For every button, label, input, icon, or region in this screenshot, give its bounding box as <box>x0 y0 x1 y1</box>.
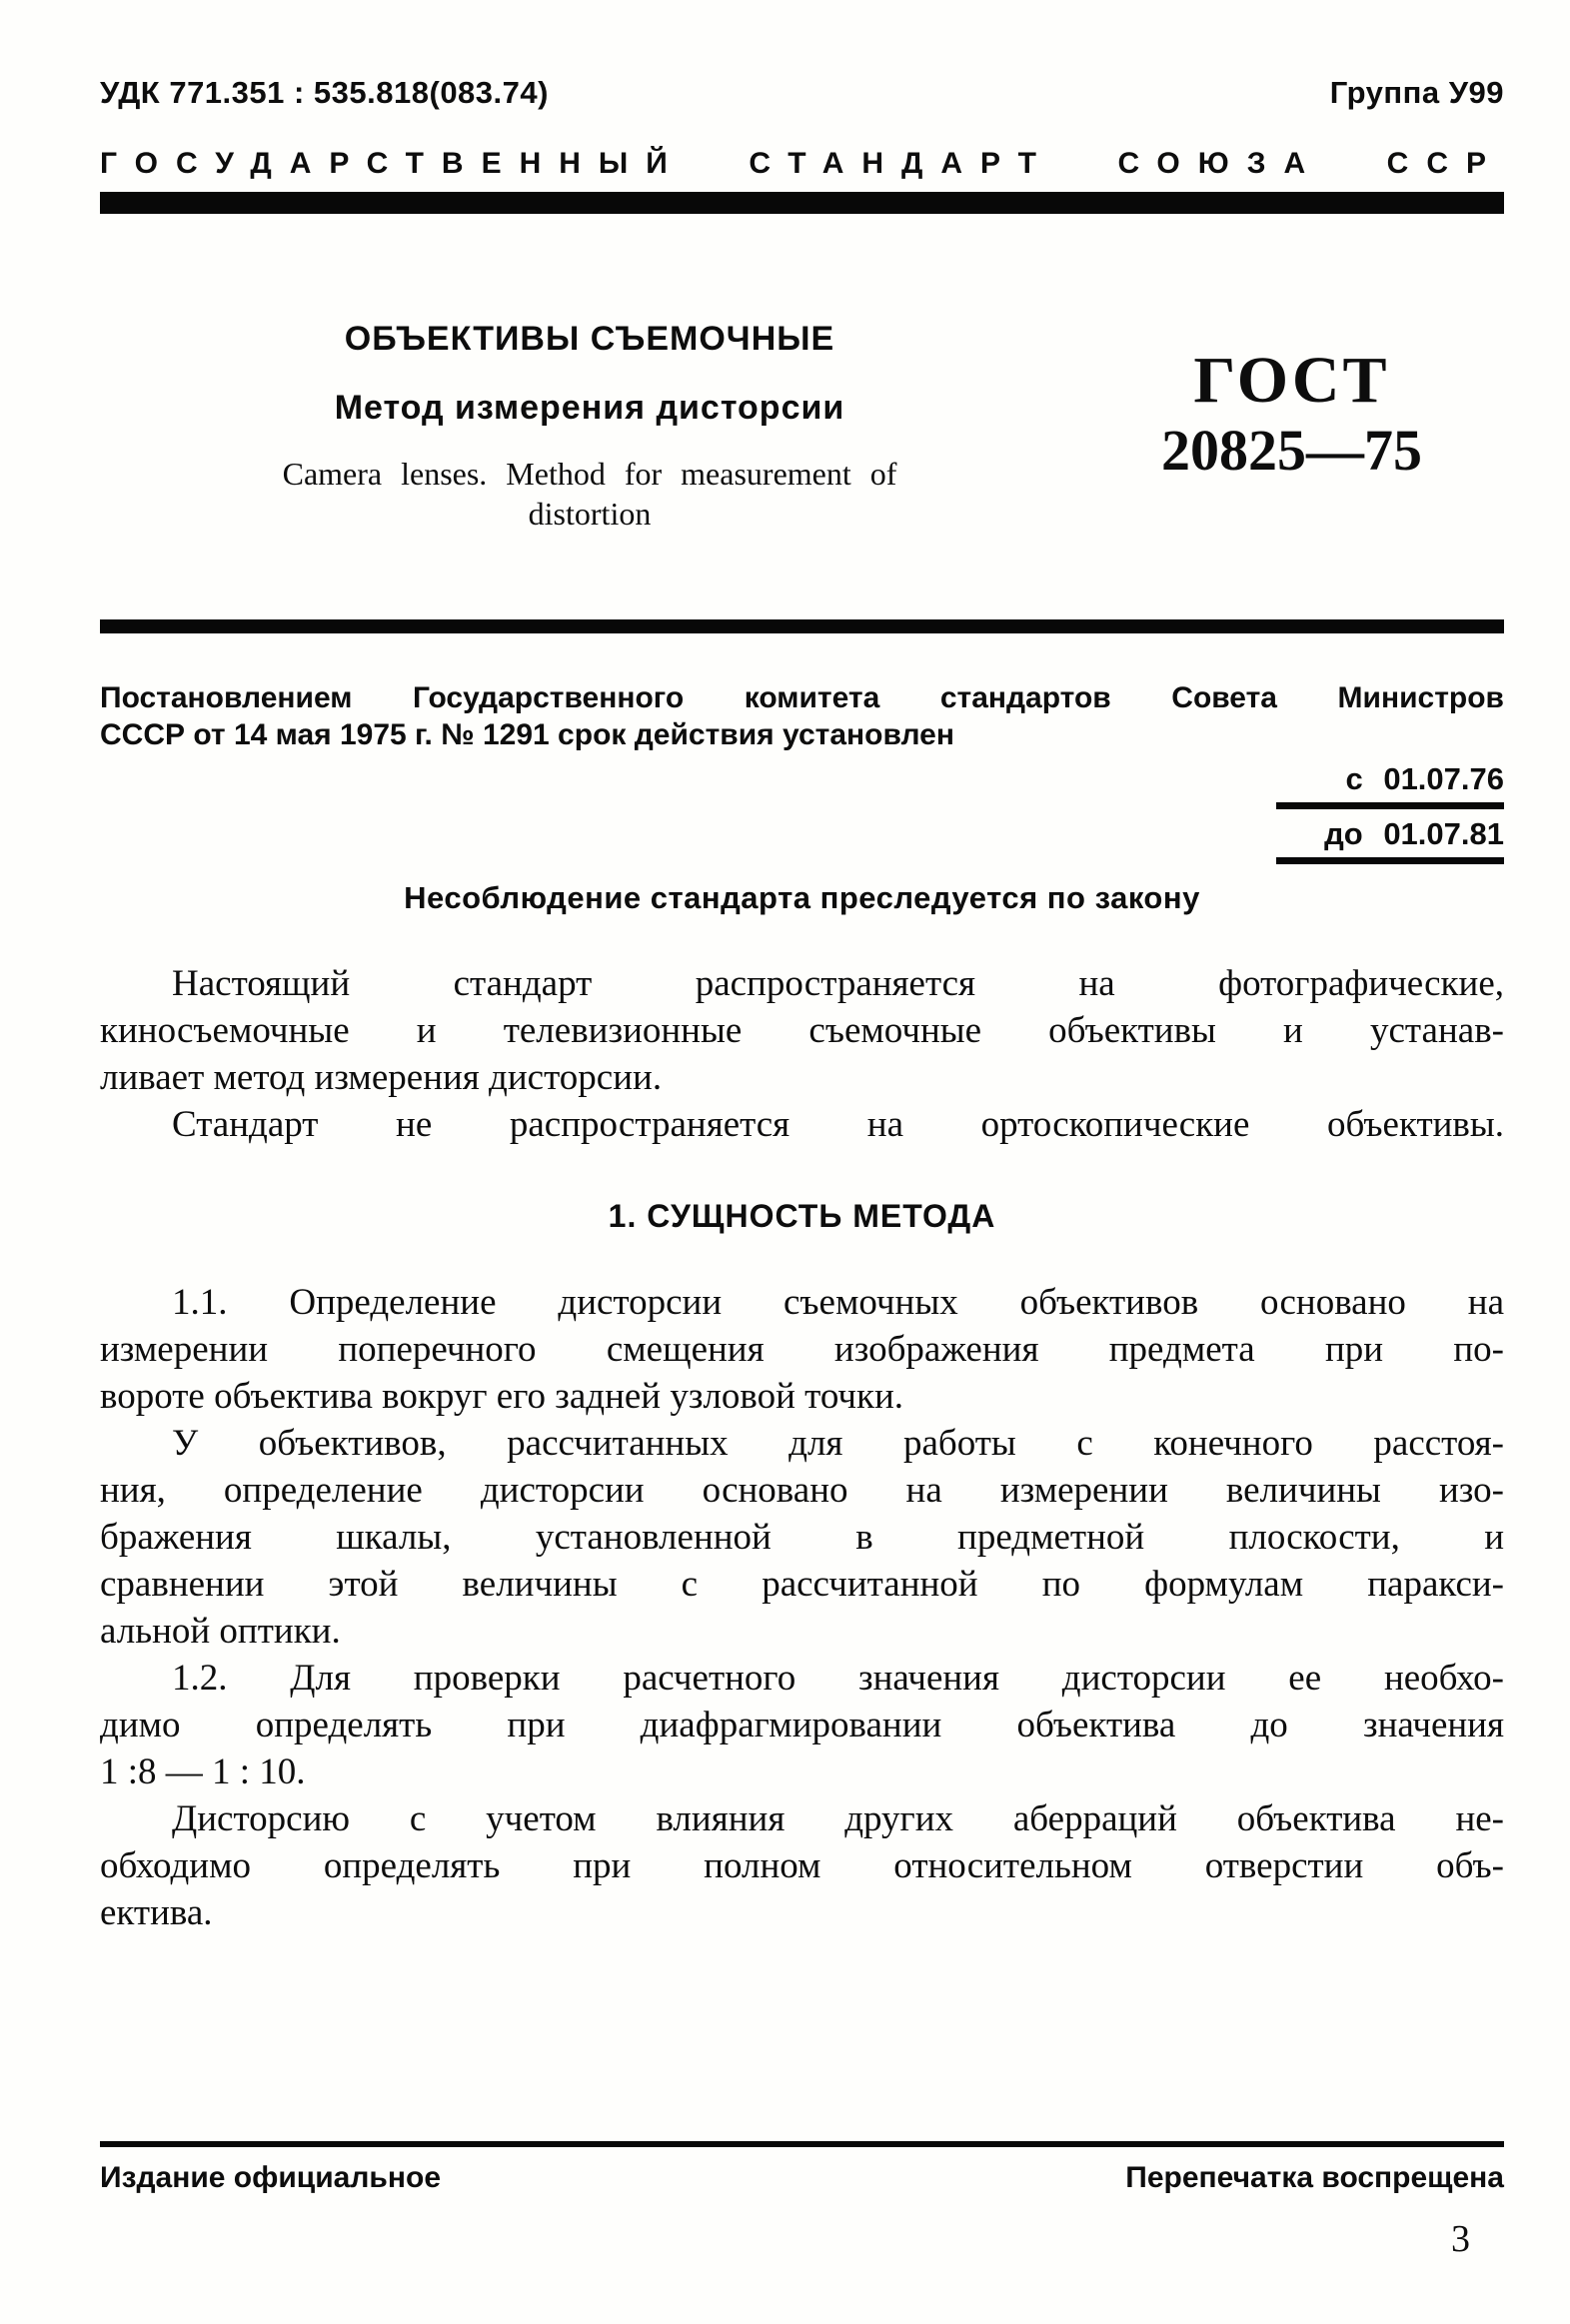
para-1-2-line: 1.2. Для проверки расчетного значения дисторсии ее необхо- <box>172 1658 1504 1699</box>
para-1-2b-line: Дисторсию с учетом влияния других аберраций объектива не- <box>172 1798 1504 1839</box>
divider-bar-top <box>100 192 1504 214</box>
para-1-1-line: измерении поперечного смещения изображения предмета при по- <box>100 1329 1504 1370</box>
group-code: Группа У99 <box>1329 75 1504 110</box>
para-1-1b-line: сравнении этой величины с рассчитанной по формулам паракси- <box>100 1564 1504 1605</box>
validity-dates <box>100 761 1504 864</box>
para-1-1b-line: У объективов, рассчитанных для работы с конечного расстоя- <box>172 1423 1504 1464</box>
section-1-heading: 1. СУЩНОСТЬ МЕТОДА <box>608 1198 996 1234</box>
gost-label: ГОСТ <box>1193 344 1390 417</box>
valid-to-row <box>100 816 1504 864</box>
standard-title-ru: ОБЪЕКТИВЫ СЪЕМОЧНЫЕ <box>344 320 835 358</box>
page-number: 3 <box>1451 2218 1470 2260</box>
valid-from-row <box>100 761 1504 809</box>
decree-paragraph <box>100 679 1504 753</box>
standard-title-en <box>100 454 1079 534</box>
para-1-2-line: димо определять при диафрагмировании объектива до значения <box>100 1705 1504 1745</box>
header-classification-row <box>100 75 1504 111</box>
valid-to-date: до 01.07.81 <box>1276 816 1504 864</box>
divider-bar-middle <box>100 619 1504 633</box>
para-1-2-line: 1 :8 — 1 : 10. <box>100 1751 306 1792</box>
intro-para2-line: Стандарт не распространяется на ортоскопические объективы. <box>172 1104 1504 1145</box>
para-1-1b-line: бражения шкалы, установленной в предметной плоскости, и <box>100 1517 1504 1558</box>
para-1-1b-line: альной оптики. <box>100 1611 341 1652</box>
law-notice: Несоблюдение стандарта преследуется по закону <box>404 880 1200 915</box>
decree-line: СССР от 14 мая 1975 г. № 1291 срок действия установлен <box>100 718 954 751</box>
decree-line: Постановлением Государственного комитета стандартов Совета Министров <box>100 681 1504 714</box>
reprint-label: Перепечатка воспрещена <box>1125 2161 1504 2194</box>
intro-para1-line: ливает метод измерения дисторсии. <box>100 1057 663 1098</box>
para-1-1-line: 1.1. Определение дисторсии съемочных объективов основано на <box>172 1282 1504 1323</box>
valid-from-date: с 01.07.76 <box>1276 761 1504 809</box>
intro-paragraphs <box>100 960 1504 1148</box>
standard-subtitle-ru: Метод измерения дисторсии <box>334 389 845 427</box>
para-1-1-line: вороте объектива вокруг его задней узловой точки. <box>100 1376 904 1417</box>
title-section <box>100 320 1504 534</box>
edition-label: Издание официальное <box>100 2161 442 2194</box>
intro-para1-line: киносъемочные и телевизионные съемочные объективы и устанав- <box>100 1010 1504 1051</box>
para-1-2b-line: ектива. <box>100 1892 213 1933</box>
section-1-body <box>100 1279 1504 1936</box>
gost-number: 20825—75 <box>1161 418 1422 483</box>
footer-labels <box>100 2161 1504 2195</box>
title-en-line: Camera lenses. Method for measurement of <box>282 456 897 492</box>
title-left-column <box>100 320 1079 534</box>
udk-code: УДК 771.351 : 535.818(083.74) <box>100 75 549 110</box>
gost-banner-title: ГОСУДАРСТВЕННЫЙ СТАНДАРТ СОЮЗА ССР <box>100 147 1504 180</box>
para-1-2b-line: обходимо определять при полном относительном отверстии объ- <box>100 1845 1504 1886</box>
gost-designation <box>1079 320 1504 534</box>
page-footer <box>100 2141 1504 2261</box>
footer-rule <box>100 2141 1504 2147</box>
para-1-1b-line: ния, определение дисторсии основано на измерении величины изо- <box>100 1470 1504 1511</box>
intro-para1-line: Настоящий стандарт распространяется на фотографические, <box>172 963 1504 1004</box>
title-en-line: distortion <box>528 496 652 532</box>
